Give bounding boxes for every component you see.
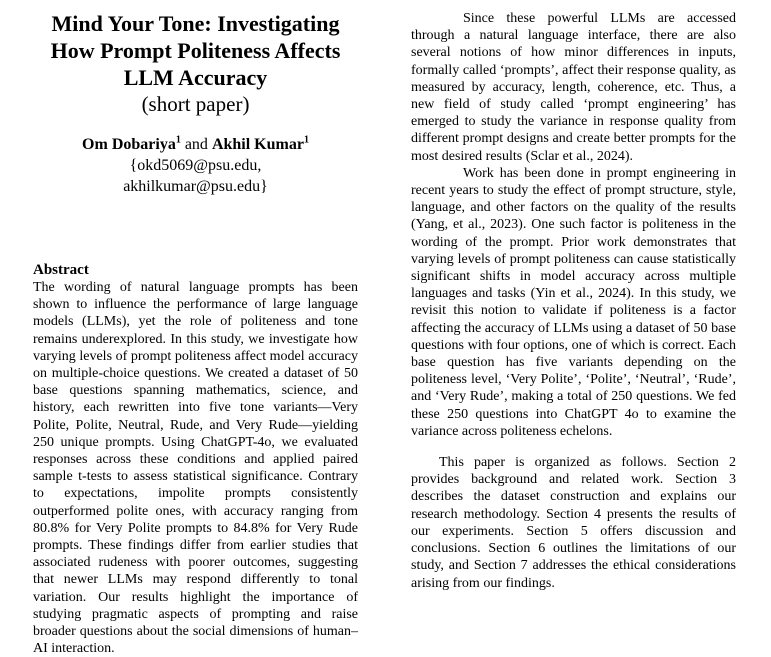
abstract-heading: Abstract xyxy=(33,262,89,278)
author-1-affiliation: 1 xyxy=(175,134,181,146)
abstract-text: The wording of natural language prompts has been shown to influence the performance of large language models (LLMs), yet the role of politeness and tone remains underexplored. In this study, we investigate how varying levels of prompt politeness affect model accuracy on multiple-choice questions. We created a dataset of 50 base questions spanning mathematics, science, and history, each rewritten into five tone variants—Very Polite, Polite, Neutral, Rude, and Very Rude—yielding 250 unique prompts. Using ChatGPT-4o, we evaluated responses across these conditions and applied paired sample t-tests to assess statistical significance. Contrary to expectations, impolite prompts consistently outperformed polite ones, with accuracy ranging from 80.8% for Very Polite prompts to 84.8% for Very Rude prompts. These findings differ from earlier studies that associated rudeness with poorer outcomes, suggesting that newer LLMs may respond differently to tonal variation. Our results highlight the importance of studying pragmatic aspects of prompting and raise broader questions about the social dimensions of human–AI interaction. xyxy=(33,280,358,657)
author-conjunction: and xyxy=(180,136,212,153)
body-paragraph-1: Since these powerful LLMs are accessed through a natural language interface, there are also several notions of how minor differences in inputs, formally called ‘prompts’, affect their response quality, as measured by accuracy, length, coherence, etc. Thus, a new field of study called ‘prompt engineering’ has emerged to study the variance in response quality from different prompt designs and create better prompts for the most desired results (Sclar et al., 2024). xyxy=(411,11,736,164)
author-line xyxy=(33,134,358,155)
body-paragraph-3: This paper is organized as follows. Section 2 provides background and related work. Section 3 describes the dataset construction and explains our research methodology. Section 4 presents the results of our experiments. Section 5 offers discussion and conclusions. Section 6 outlines the limitations of our study, and Section 7 addresses the ethical considerations arising from our findings. xyxy=(411,455,736,591)
title-line-1: Mind Your Tone: Investigating xyxy=(51,11,340,36)
author-2-name: Akhil Kumar xyxy=(211,136,304,153)
email-line-1: {okd5069@psu.edu, xyxy=(129,157,262,174)
title-line-3: LLM Accuracy xyxy=(123,65,268,90)
left-column xyxy=(33,10,358,657)
paper-title xyxy=(33,10,358,91)
email-line-2: akhilkumar@psu.edu} xyxy=(123,178,268,195)
paper-subtitle: (short paper) xyxy=(141,92,250,116)
author-1-name: Om Dobariya xyxy=(82,136,176,153)
right-column xyxy=(411,10,736,592)
title-line-2: How Prompt Politeness Affects xyxy=(50,38,341,63)
body-paragraph-2: Work has been done in prompt engineering in recent years to study the effect of prompt structure, style, language, and other factors on the quality of the results (Yang, et al., 2023). One such factor is politeness in the wording of the prompt. Prior work demonstrates that varying levels of prompt politeness can cause statistically significant shifts in model accuracy across multiple languages and tasks (Yin et al., 2024). In this study, we revisit this notion to validate if politeness is a factor affecting the accuracy of LLMs using a dataset of 50 base questions with four options, one of which is correct. Each base question has five variants depending on the politeness level, ‘Very Polite’, ‘Polite’, ‘Neutral’, ‘Rude’, and ‘Very Rude’, making a total of 250 questions. We fed these 250 questions into ChatGPT 4o to examine the variance across politeness echelons. xyxy=(411,165,736,439)
author-2-affiliation: 1 xyxy=(303,134,309,146)
